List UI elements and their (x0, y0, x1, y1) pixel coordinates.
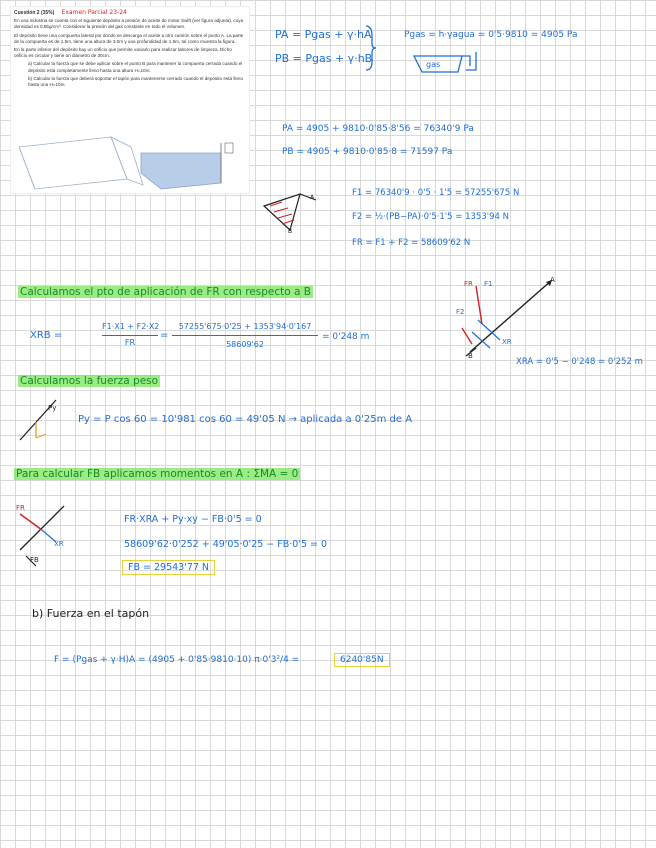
tank-section-drawing (141, 143, 233, 189)
label-fr: FR (464, 280, 473, 288)
pa-value: PA = 4905 + 9810·0'85·8'56 = 76340'9 Pa (282, 124, 474, 134)
label-b-diagram: B (468, 352, 473, 360)
label-a-diagram: A (550, 276, 555, 284)
problem-paragraph: En una industria se cuenta con el siguiente depósito a presión de aceite de motor Swift (ver figura adjunta), cuya densidad es 0.85g/cm³. Considerar la presión del gas constante en todo el volumen. (14, 18, 244, 30)
xrb-symbolic-denominator: FR (124, 338, 136, 347)
moment-equation-2: 58609'62·0'252 + 49'05·0'25 − FB·0'5 = 0 (124, 539, 328, 550)
label-xr: XR (502, 338, 512, 346)
heading-application-point: Calculamos el pto de aplicación de FR con respecto a B (20, 286, 311, 298)
xra-equation: XRA = 0'5 − 0'248 = 0'252 m (516, 357, 643, 367)
heading-weight: Calculamos la fuerza peso (20, 375, 159, 387)
xrb-numerator: 57255'675·0'25 + 1353'94·0'167 (178, 322, 312, 331)
problem-statement (10, 6, 250, 194)
f2-equation: F2 = ½·(PB−PA)·0'5·1'5 = 1353'94 N (352, 212, 509, 222)
weight-diagram (12, 396, 72, 446)
tank-figure (15, 133, 247, 193)
force-result: 6240'85N (334, 653, 390, 667)
problem-item: b) Calcular la fuerza que deberá soportar el tapón para mantenerse cerrado cuando el depósito está lleno hasta una H=10m. (28, 75, 244, 88)
problem-item: a) Calcular la fuerza que se debe aplicar sobre el punto B para mantener la compuerta cerrada cuando el depósito está completamente lleno hasta una altura H=10m. (28, 61, 243, 73)
gas-label: gas (426, 60, 441, 69)
label-b: B (288, 228, 293, 235)
label-f1: F1 (484, 280, 493, 288)
weight-equation: Py = P cos 60 = 10'981 cos 60 = 49'05 N → aplicada a 0'25m de A (78, 414, 413, 425)
pb-value: PB = 4905 + 9810·0'85·8 = 71597 Pa (282, 147, 453, 157)
moment-equation-1: FR·XRA + Py·xy − FB·0'5 = 0 (124, 514, 262, 525)
pa-definition: PA = Pgas + γ·hA (275, 28, 372, 41)
fb-result: FB = 29543'77 N (122, 560, 215, 575)
label-a: A (310, 194, 315, 201)
heading-moments: Para calcular FB aplicamos momentos en A : ΣMA = 0 (16, 468, 299, 480)
xrb-result: = 0'248 m (322, 332, 370, 342)
right-brace-icon (364, 24, 378, 72)
label-py: Py (48, 404, 57, 412)
equals-sign: = (160, 330, 169, 341)
label-f2: F2 (456, 308, 465, 316)
fraction-line (172, 335, 318, 336)
fr-equation: FR = F1 + F2 = 58609'62 N (352, 238, 471, 248)
f1-equation: F1 = 76340'9 · 0'5 · 1'5 = 57255'675 N (352, 188, 520, 198)
label-fb: FB (30, 556, 39, 564)
xrb-symbolic-numerator: F1·X1 + F2·X2 (102, 322, 160, 331)
label-fr-moments: FR (16, 504, 25, 512)
tank-isometric-drawing (19, 137, 143, 189)
pgas-definition: Pgas = h·γagua = 0'5·9810 = 4905 Pa (404, 30, 578, 40)
problem-paragraph: En la parte inferior del depósito hay un orificio que permite vaciarlo para realizar labores de limpieza. Dicho orificio es circular y tiene un diámetro de 30cm. (14, 47, 232, 59)
gas-tank-sketch (412, 50, 488, 78)
pb-definition: PB = Pgas + γ·hB (275, 52, 373, 65)
problem-title: Cuestión 2 (35%) (14, 10, 55, 16)
problem-paragraph: El depósito tiene una compuerta lateral por donde se descarga el aceite a otro camión sobre el punto A. La parte de la compuerta es de 1.5m, tiene una altura de 3.0m y una profundidad de 1.5m, tal como muestra la figura. (14, 32, 244, 44)
label-xr-moments: XR (54, 540, 64, 548)
force-equation: F = (Pgas + γ·H)A = (4905 + 0'85·9810·10) π·0'3²/4 = (54, 655, 300, 665)
part-b-heading: b) Fuerza en el tapón (32, 607, 150, 620)
exam-note: Examen Parcial 23-24 (61, 9, 127, 16)
xrb-denominator: 58609'62 (226, 340, 264, 349)
xrb-lhs: XRB = (30, 330, 63, 341)
fraction-line (102, 335, 158, 336)
